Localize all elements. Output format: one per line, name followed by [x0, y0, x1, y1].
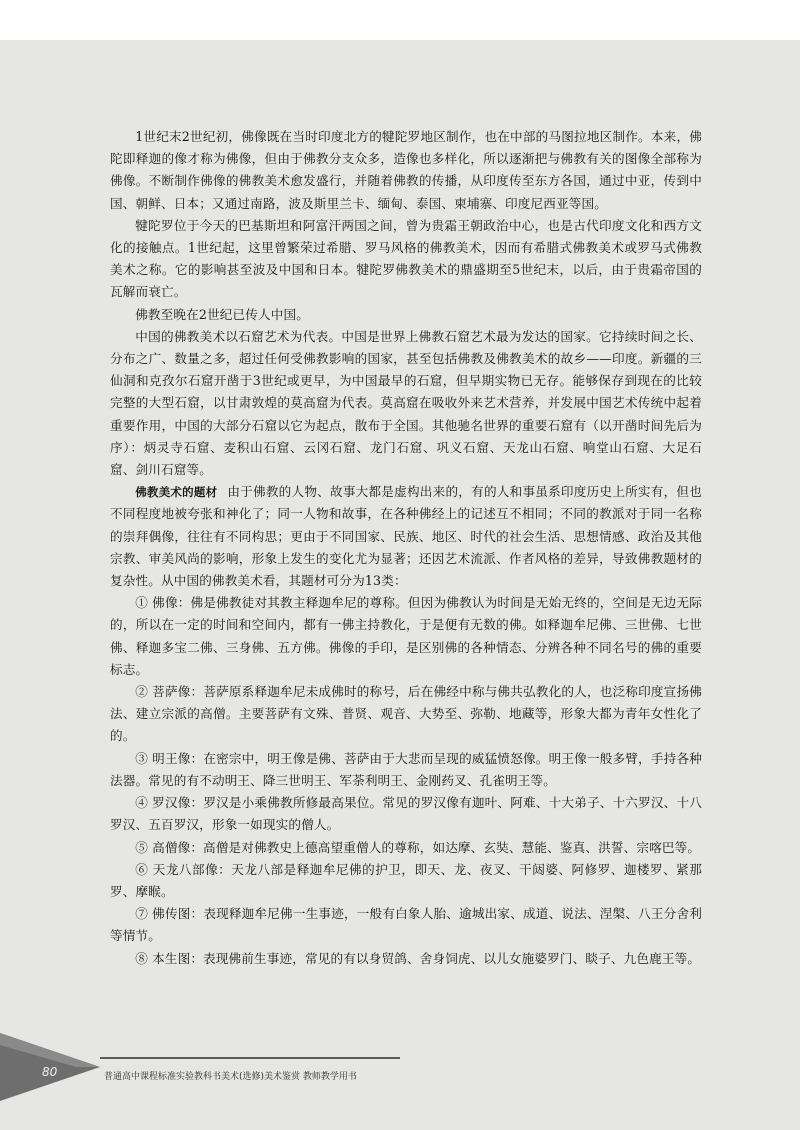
footer-divider: [100, 1057, 400, 1059]
page-number: 80: [42, 1065, 58, 1079]
list-item-6: ⑥ 天龙八部像：天龙八部是释迦牟尼佛的护卫，即天、龙、夜叉、干闼婆、阿修罗、迦楼罗、紧那罗、摩睺。: [110, 861, 702, 899]
list-item-7: ⑦ 佛传图：表现释迦牟尼佛一生事迹，一般有白象人胎、逾城出家、成道、说法、涅槃、八王分舍利等情节。: [110, 906, 702, 944]
footer-triangle-icon: [0, 1023, 110, 1103]
paragraph-1: 1世纪末2世纪初，佛像既在当时印度北方的犍陀罗地区制作，也在中部的马图拉地区制作。本来，佛陀即释迦的像才称为佛像，但由于佛教分支众多，造像也多样化，所以逐渐把与佛教有关的图像全部称为佛像。不断制作佛像的佛教美术愈发盛行，并随着佛教的传播，从印度传至东方各国，通过中亚，传到中国、朝鲜、日本；又通过南路，波及斯里兰卡、缅甸、泰国、柬埔寨、印度尼西亚等国。: [110, 129, 702, 211]
section-paragraph: [110, 481, 702, 592]
list-item-3: ③ 明王像：在密宗中，明王像是佛、菩萨由于大悲而呈现的威猛愤怒像。明王像一般多臂，手持各种法器。常见的有不动明王、降三世明王、军荼利明王、金刚药叉、孔雀明王等。: [110, 750, 702, 788]
section-text: 由于佛教的人物、故事大都是虚构出来的，有的人和事虽系印度历史上所实有，但也不同程度地被夸张和神化了；同一人物和故事，在各种佛经上的记述互不相同；不同的教派对于同一名称的崇拜偶像，往往有不同构思；更由于不同国家、民族、地区、时代的社会生活、思想情感、政治及其他宗教、审美风尚的影响，形象上发生的变化尤为显著；还因艺术流派、作者风格的差异，导致佛教题材的复杂性。从中国的佛教美术看，其题材可分为13类：: [110, 484, 702, 589]
paragraph-4: 中国的佛教美术以石窟艺术为代表。中国是世界上佛教石窟艺术最为发达的国家。它持续时间之长、分布之广、数量之多，超过任何受佛教影响的国家，甚至包括佛教及佛教美术的故乡——印度。新疆的三仙洞和克孜尔石窟开凿于3世纪或更早，为中国最早的石窟，但早期实物已无存。能够保存到现在的比较完整的大型石窟，以甘肃敦煌的莫高窟为代表。莫高窟在吸收外来艺术营养，并发展中国艺术传统中起着重要作用，中国的大部分石窟以它为起点，散布于全国。其他驰名世界的重要石窟有（以开凿时间先后为序）：炳灵寺石窟、麦积山石窟、云冈石窟、龙门石窟、巩义石窟、天龙山石窟、响堂山石窟、大足石窟、剑川石窟等。: [110, 328, 702, 478]
page-footer: [0, 1023, 800, 1103]
footer-book-title: 普通高中课程标准实验教科书美术(选修)美术鉴赏 教师教学用书: [104, 1072, 357, 1082]
list-item-1: ① 佛像：佛是佛教徒对其教主释迦牟尼的尊称。但因为佛教认为时间是无始无终的，空间是无边无际的，所以在一定的时间和空间内，都有一佛主持教化，于是便有无数的佛。如释迦牟尼佛、三世佛、七世佛、释迦多宝二佛、三身佛、五方佛。佛像的手印，是区别佛的各种情态、分辨各种不同名号的佛的重要标志。: [110, 595, 702, 677]
body-text: [110, 126, 702, 970]
paragraph-2: 犍陀罗位于今天的巴基斯坦和阿富汗两国之间，曾为贵霜王朝政治中心，也是古代印度文化和西方文化的接触点。1世纪起，这里曾繁荣过希腊、罗马风格的佛教美术，因而有希腊式佛教美术或罗马式佛教美术之称。它的影响甚至波及中国和日本。犍陀罗佛教美术的鼎盛期至5世纪末，以后，由于贵霜帝国的瓦解而衰亡。: [110, 217, 702, 300]
list-item-4: ④ 罗汉像：罗汉是小乘佛教所修最高果位。常见的罗汉像有迦叶、阿难、十大弟子、十六罗汉、十八罗汉、五百罗汉，形象一如现实的僧人。: [110, 795, 702, 833]
document-page: [0, 40, 800, 1130]
list-item-8: ⑧ 本生图：表现佛前生事迹，常见的有以身贸鸽、舍身饲虎、以儿女施婆罗门、睒子、九色鹿王等。: [135, 950, 701, 966]
section-heading: 佛教美术的题材: [135, 485, 218, 500]
list-item-5: ⑤ 高僧像：高僧是对佛教史上德高望重僧人的尊称，如达摩、玄奘、慧能、鉴真、洪誓、宗喀巴等。: [135, 839, 701, 855]
paragraph-3: 佛教至晚在2世纪已传人中国。: [135, 306, 310, 322]
list-item-2: ② 菩萨像：菩萨原系释迦牟尼未成佛时的称号，后在佛经中称与佛共弘教化的人，也泛称印度宣扬佛法、建立宗派的高僧。主要菩萨有文殊、普贤、观音、大势至、弥勒、地藏等，形象大都为青年女性化了的。: [110, 684, 702, 744]
